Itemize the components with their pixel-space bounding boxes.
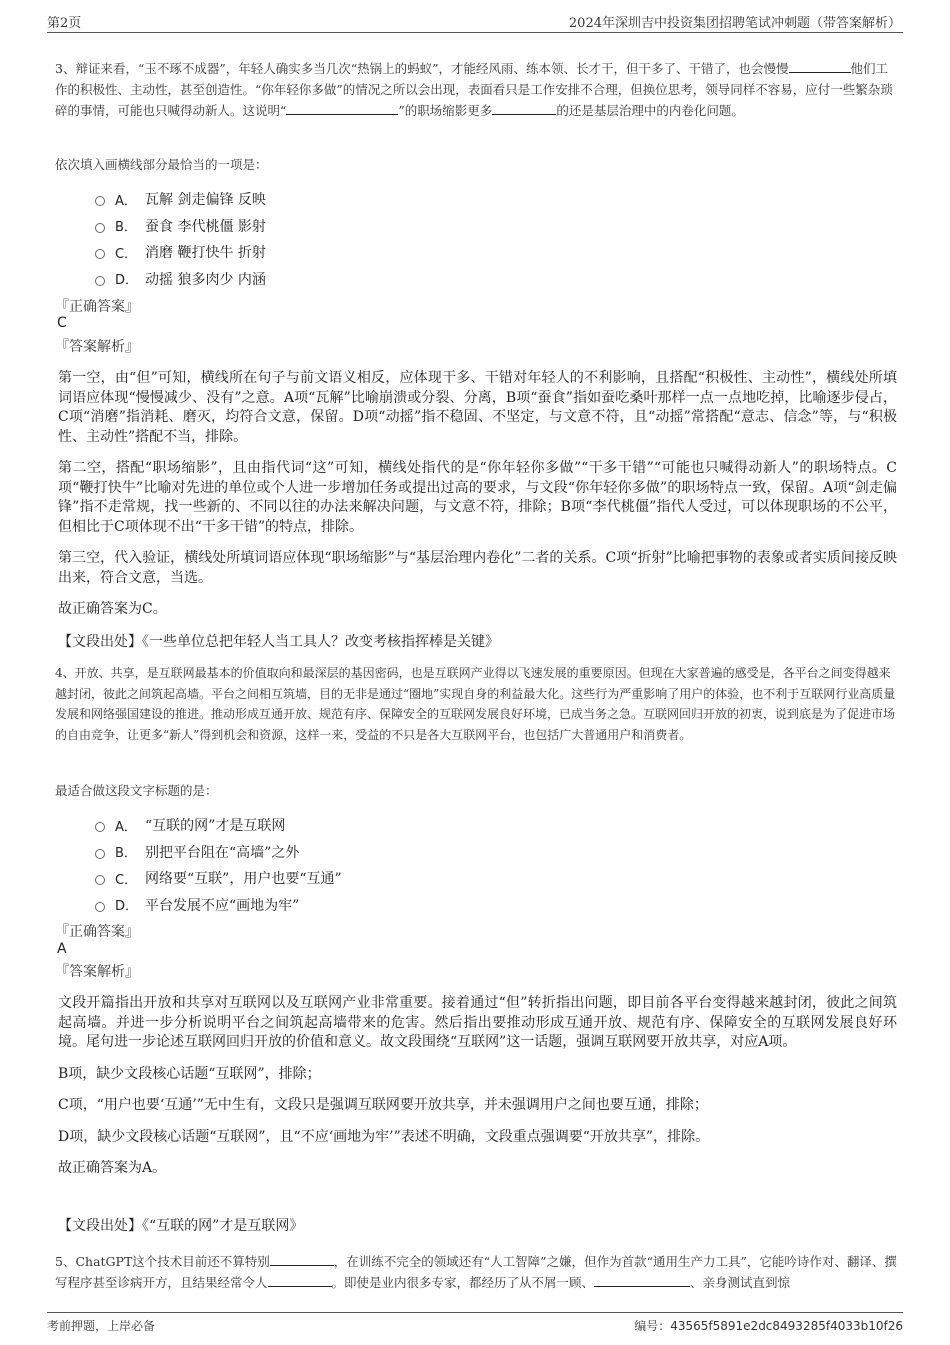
- answer-label: 『正确答案』: [55, 924, 139, 940]
- option-text: 蚕食 李代桃僵 影射: [145, 218, 266, 235]
- analysis-paragraph: 第一空，由“但”可知，横线所在句子与前文语义相反，应体现干多、干错对年轻人的不利影响，且搭配“积极性、主动性”，横线处所填词语应体现“慢慢减少、没有”之意。A项“瓦解”比喻崩溃或分裂、分离，B项“蚕食”指如蚕吃桑叶那样一点一点地吃掉，比喻逐步侵占，C项“消磨”指消耗、磨灭，均符合文意，保留。D项“动摇”指不稳固、不坚定，与文意不符，且“动摇”常搭配“意志、信念”等，与“积极性、主动性”搭配不当，排除。: [58, 370, 897, 445]
- question-3-stem: [55, 58, 900, 121]
- blank-line: [286, 102, 398, 115]
- option-b[interactable]: [95, 839, 342, 866]
- question-4-stem: 4、开放、共享，是互联网最基本的价值取向和最深层的基因密码，也是互联网产业得以飞速发展的重要原因。但现在大家普遍的感受是，各平台之间变得越来越封闭，彼此之间筑起高墙。平台之间相互筑墙，目的无非是通过“圈地”实现自身的利益最大化。这些行为严重影响了用户的体验，也不利于互联网行业高质量发展和网络强国建设的推进。推动形成互通开放、规范有序、保障安全的互联网发展良好环境，已成当务之急。互联网回归开放的初衷，说到底是为了促进市场的自由竞争，让更多“新人”得到机会和资源，这样一来，受益的不只是各大互联网平台，也包括广大普通用户和消费者。: [55, 666, 896, 742]
- q5-stem-part4: 、亲身测试直到惊: [690, 1275, 791, 1290]
- radio-icon[interactable]: [95, 196, 105, 206]
- analysis-paragraph: 故正确答案为C。: [58, 601, 167, 617]
- correct-answer: A: [57, 941, 67, 957]
- blank-line: [268, 1274, 332, 1287]
- option-d[interactable]: [95, 266, 266, 293]
- page-footer: [47, 1312, 903, 1336]
- option-letter: A．: [115, 819, 137, 835]
- radio-icon[interactable]: [95, 276, 105, 286]
- option-text: 别把平台阻在“高墙”之外: [145, 844, 300, 861]
- question-4-options: [95, 812, 342, 918]
- radio-icon[interactable]: [95, 822, 105, 832]
- blank-line: [789, 60, 851, 73]
- analysis-paragraph: D项，缺少文段核心话题“互联网”，且“不应‘画地为牢’”表述不明确，文段重点强调要“开放共享”，排除。: [58, 1128, 710, 1145]
- option-text: 动摇 狼多肉少 内涵: [145, 271, 266, 288]
- correct-answer: C: [57, 315, 67, 331]
- option-letter: D．: [115, 273, 139, 289]
- option-letter: B．: [115, 220, 137, 236]
- q5-stem-part2: ，在训练不完全的领域还有“人工智障”之嫌，但作为首款“通用生产力工具”，它能吟诗作对、翻译、撰写程序甚至诊病开方，且结果经常令人: [55, 1254, 897, 1290]
- option-c[interactable]: [95, 239, 266, 266]
- radio-icon[interactable]: [95, 875, 105, 885]
- option-letter: C．: [115, 246, 138, 262]
- option-letter: B．: [115, 846, 137, 862]
- analysis-paragraph: C项，“用户也要‘互通’”无中生有，文段只是强调互联网要开放共享，并未强调用户之间也要互通，排除；: [58, 1097, 708, 1113]
- option-text: 消磨 鞭打快牛 折射: [145, 245, 266, 262]
- blank-line: [492, 102, 556, 115]
- q5-stem-part3: 。即使是业内很多专家，都经历了从不屑一顾、: [331, 1275, 595, 1290]
- analysis-paragraph: 第三空，代入验证，横线处所填词语应体现“职场缩影”与“基层治理内卷化”二者的关系。C项“折射”比喻把事物的表象或者实质间接反映出来，符合文意，当选。: [58, 550, 897, 586]
- option-letter: C．: [115, 872, 138, 888]
- option-d[interactable]: [95, 892, 342, 919]
- q3-stem-part3: ”的职场缩影更多: [398, 103, 493, 118]
- question-4-analysis: [58, 994, 897, 1191]
- option-letter: A．: [115, 193, 137, 209]
- blank-line: [270, 1253, 334, 1266]
- question-3-analysis: [58, 369, 897, 632]
- option-b[interactable]: [95, 213, 266, 240]
- option-text: 瓦解 剑走偏锋 反映: [145, 192, 266, 209]
- analysis-paragraph: B项，缺少文段核心话题“互联网”，排除；: [58, 1065, 321, 1082]
- question-3-prompt: 依次填入画横线部分最恰当的一项是：: [55, 157, 268, 172]
- option-c[interactable]: [95, 865, 342, 892]
- analysis-paragraph: 第二空，搭配“职场缩影”，且由指代词“这”可知，横线处指代的是“你年轻你多做”“干多干错”“可能也只喊得动新人”的职场特点。C项“鞭打快牛”比喻对先进的单位或个人进一步增加任务或提出过高的要求，与文段“你年轻你多做”的职场特点一致，保留。A项“剑走偏锋”指不走常规，找一些新的、不同以往的办法来解决问题，与文意不符，排除；B项“李代桃僵”指代人受过，可以体现职场的不公平，但相比于C项体现不出“干多干错”的特点，排除。: [58, 460, 897, 535]
- source-note: 【文段出处】《一些单位总把年轻人当工具人？改变考核指挥棒是关键》: [58, 634, 499, 650]
- question-3-options: [95, 186, 266, 292]
- radio-icon[interactable]: [95, 849, 105, 859]
- code-value: 43565f5891e2dc8493285f4033b10f26: [670, 1319, 903, 1333]
- blank-line: [594, 1274, 690, 1287]
- analysis-label: 『答案解析』: [55, 964, 139, 980]
- analysis-paragraph: 故正确答案为A。: [58, 1160, 167, 1176]
- option-text: 网络要“互联”，用户也要“互通”: [145, 871, 342, 888]
- analysis-paragraph: 文段开篇指出开放和共享对互联网以及互联网产业非常重要。接着通过“但”转折指出问题，即目前各平台变得越来越封闭，彼此之间筑起高墙。并进一步分析说明平台之间筑起高墙带来的危害。然后指出要推动形成互通开放、规范有序、保障安全的互联网发展良好环境。尾句进一步论述互联网回归开放的价值和意义。故文段围绕“互联网”这一话题，强调互联网要开放共享，对应A项。: [58, 995, 897, 1050]
- footer-slogan: 考前押题，上岸必备: [47, 1319, 156, 1333]
- radio-icon[interactable]: [95, 249, 105, 259]
- question-4-prompt: 最适合做这段文字标题的是：: [55, 783, 218, 798]
- analysis-label: 『答案解析』: [55, 339, 139, 355]
- source-note: 【文段出处】《“互联的网”才是互联网》: [58, 1218, 304, 1234]
- question-5-stem: [55, 1251, 900, 1293]
- option-text: 平台发展不应“画地为牢”: [145, 897, 300, 914]
- option-letter: D．: [115, 899, 139, 915]
- answer-label: 『正确答案』: [55, 299, 139, 315]
- code-label: 编号：: [634, 1319, 671, 1333]
- document-code: [634, 1317, 903, 1334]
- option-a[interactable]: [95, 186, 266, 213]
- document-title: 2024年深圳吉中投资集团招聘笔试冲刺题（带答案解析）: [568, 16, 901, 31]
- q3-stem-part2: 他们工作的积极性、主动性，甚至创造性。“你年轻你多做”的情况之所以会出现，表面看只是工作安排不合理，但换位思考，领导同样不容易，应付一些繁杂琐碎的事情，可能也只喊得动新人。这说明“: [55, 61, 893, 118]
- radio-icon[interactable]: [95, 223, 105, 233]
- page-header: [47, 12, 903, 33]
- option-a[interactable]: [95, 812, 342, 839]
- q3-stem-part4: 的还是基层治理中的内卷化问题。: [556, 103, 744, 118]
- option-text: “互联的网”才是互联网: [145, 818, 286, 835]
- radio-icon[interactable]: [95, 902, 105, 912]
- q3-stem-part1: 3、辩证来看，“玉不琢不成器”，年轻人确实多当几次“热锅上的蚂蚁”，才能经风雨、练本领、长才干，但干多了、干错了，也会慢慢: [55, 61, 789, 76]
- page-number: 第2页: [47, 16, 82, 31]
- q5-stem-part1: 5、ChatGPT这个技术目前还不算特别: [55, 1254, 270, 1269]
